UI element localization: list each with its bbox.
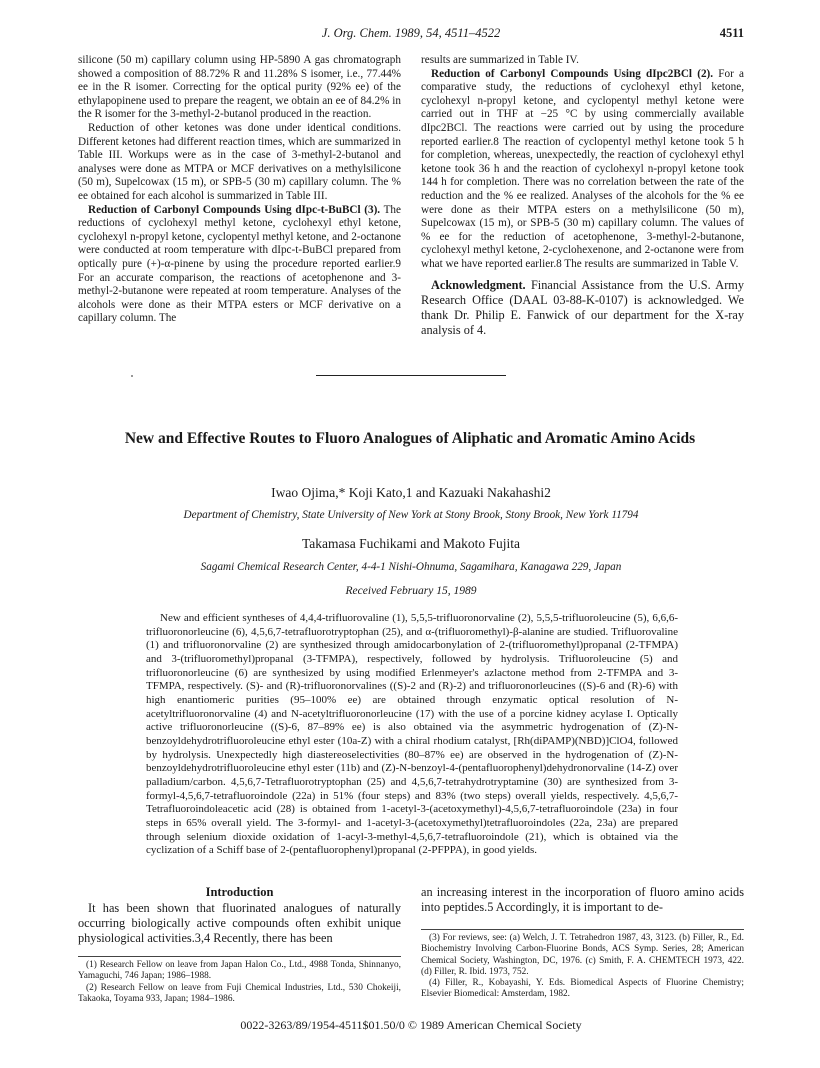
received-date: Received February 15, 1989 (345, 585, 477, 597)
paragraph: silicone (50 m) capillary column using HP-5890 A gas chromatograph showed a composition of 88.72% R and 11.28% S isomer, i.e., 77.44% ee in the R isomer. Correcting for the optical purity (92% ee) of the ethylapopinene used to prepare the reagent, we obtain an ee of 84.2% in the R isomer for the 3-methyl-2-butanol produced in the reaction. (78, 54, 401, 121)
paragraph: It has been shown that fluorinated analogues of naturally occurring biologically active compounds often exhibit unique physiological activities.3,4 Recently, there has been (78, 901, 401, 945)
paragraph-body: The reductions of cyclohexyl methyl ketone, cyclohexyl ethyl ketone, cyclohexyl n-propyl ketone, cyclopentyl methyl ketone, and 2-octanone were conducted at room temperature with dIpc-t-BuBCl prepared from optically pure (+)-α-pinene by using the procedure reported earlier.9 For an accurate comparison, the reactions of acetophenone and 3-methyl-2-butanone were repeated at room temperature. Analyses of the alcohols were done as their MTPA esters or MCF derivative on a capillary column. The (78, 203, 401, 325)
introduction-right-text (421, 885, 744, 915)
article-separator-rule (316, 375, 506, 376)
section-run-in-heading: Reduction of Carbonyl Compounds Using dIpc-t-BuBCl (3). (88, 203, 381, 216)
footnote: (4) Filler, R., Kobayashi, Y. Eds. Biomedical Aspects of Fluorine Chemistry; Elsevier Biomedical: Amsterdam, 1982. (421, 978, 744, 1000)
abstract (146, 612, 678, 858)
footnotes-right (421, 929, 744, 1001)
acknowledgment (421, 278, 744, 338)
footnotes-left (78, 956, 401, 1005)
footnote: (3) For reviews, see: (a) Welch, J. T. Tetrahedron 1987, 43, 3123. (b) Filler, R., Ed. Biochemistry Involving Carbon-Fluorine Bonds, ACS Symp. Series, 28; American Chemical Society, Washington, DC, 1976. (c) Smith, F. A. CHEMTECH 1973, 422. (d) Filler, R. Ibid. 1973, 752. (421, 933, 744, 977)
paragraph: results are summarized in Table IV. (421, 54, 579, 66)
copyright-footer: 0022-3263/89/1954-4511$01.50/0 © 1989 American Chemical Society (240, 1018, 582, 1032)
introduction-left-text (78, 901, 401, 946)
footnote: (2) Research Fellow on leave from Fuji Chemical Industries, Ltd., 530 Chokeiji, Takaoka, Toyama 933, Japan; 1984–1986. (78, 982, 401, 1004)
author-line-1: Iwao Ojima,* Koji Kato,1 and Kazuaki Nakahashi2 (271, 485, 551, 500)
journal-citation: J. Org. Chem. 1989, 54, 4511–4522 (321, 26, 501, 40)
article-title: New and Effective Routes to Fluoro Analogues of Aliphatic and Aromatic Amino Acids (124, 430, 696, 447)
previous-article-left-column (78, 54, 401, 326)
speck (131, 375, 133, 377)
acknowledgment-body: Financial Assistance from the U.S. Army Research Office (DAAL 03-88-K-0107) is acknowledged. We thank Dr. Philip E. Fanwick of our department for the X-ray analysis of 4. (421, 277, 744, 337)
affiliation-1: Department of Chemistry, State University of New York at Stony Brook, Stony Brook, New York 11794 (183, 509, 639, 521)
paragraph (421, 68, 744, 272)
acknowledgment-heading: Acknowledgment. (431, 277, 526, 292)
running-header (78, 26, 744, 42)
previous-article-right-column (421, 54, 744, 338)
abstract-text: New and efficient syntheses of 4,4,4-trifluorovaline (1), 5,5,5-trifluoronorvaline (2), 5,5,5-trifluoroleucine (5), 6,6,6-trifluoronorleucine (6), 4,5,6,7-tetrafluorotryptophan (25), and α-(trifluoromethyl)-β-alanine are studied. Trifluorovaline (1) and trifluoronorvaline (2) are synthesized through amidocarbonylation of 2-(trifluoromethyl)propanal (2-TFMPA) and 3-(trifluoromethyl)propanal (3-TFMPA), respectively, followed by hydrolysis. Trifluoroleucine (5) and trifluoronorleucine (6) are synthesized by using modified Erlenmeyer's azlactone method from 2-TFMPA and 3-TFMPA, respectively. (S)- and (R)-trifluoronorvalines ((S)-2 and (R)-2) and trifluoronorleucines ((S)-6 and (R)-6) with high enantiomeric purities (95–100% ee) are obtained through enzymatic optical resolution of N-acetyltrifluoronorvaline (4) and N-acetyltrifluoronorleucine (17) with the use of a porcine kidney acylase I. Optically active trifluoronorleucine ((S)-6, 87–89% ee) is also obtained via the asymmetric hydrogenation of (Z)-N-benzoyldehydrotrifluoroleucine ethyl ester (10a-Z) with a chiral rhodium catalyst, [Rh(diPAMP)(NBD)]ClO4, followed by hydrolysis. Unexpectedly high diastereoselectivities (80–87% ee) are observed in the hydrogenation of (Z)-N-benzoyldehydrotrifluoroleucine ethyl ester (11b) and (Z)-N-benzoyl-4-(pentafluorophenyl)dehydronorvaline (14-Z) over palladium/carbon. 4,5,6,7-Tetrafluorotryptophan (25) and 4,5,6,7-tetrahydrotryptamine (30) are synthesized from 3-formyl-4,5,6,7-tetrafluoroindole (22a) in 51% (four steps) and 83% (two steps) overall yields, respectively. 4,5,6,7-Tetrafluoroindoleacetic acid (28) is obtained from 1-acetyl-3-(acetoxymethyl)-4,5,6,7-tetrafluoroindole (23a) in four steps in 65% overall yield. The 3-formyl- and 1-acetyl-3-(acetoxymethyl)tetrafluoroindoles (22a, 23a) are prepared through selenium dioxide oxidation of 1-acyl-3-methyl-4,5,6,7-tetrafluoroindole (21), which is obtained via the cyclization of a Schiff base of 2-(pentafluorophenyl)propanal (2-PFPPA), in good yields. (146, 612, 678, 857)
page-number: 4511 (719, 26, 744, 40)
section-run-in-heading: Reduction of Carbonyl Compounds Using dIpc2BCl (2). (431, 67, 714, 80)
footnote: (1) Research Fellow on leave from Japan Halon Co., Ltd., 4988 Tonda, Shinnanyo, Yamaguchi, 746 Japan; 1986–1988. (78, 960, 401, 982)
paragraph (78, 204, 401, 326)
paragraph: Reduction of other ketones was done under identical conditions. Different ketones had different reaction times, which are summarized in Table III. Workups were as in the case of 3-methyl-2-butanol and analyses were done as MTPA or MCF derivatives on a methylsilicone (50 m), Supelcowax (15 m), or SPB-5 (30 m) capillary column. The % ee obtained for each alcohol is summarized in Table III. (78, 121, 401, 202)
paragraph-body: For a comparative study, the reductions of cyclohexyl ethyl ketone, cyclohexyl n-propyl ketone, and cyclopentyl methyl ketone were carried out in THF at −25 °C by using commercially available dIpc2BCl. The reactions were carried out by using the procedure reported earlier.8 The reaction of cyclopentyl methyl ketone took 5 h for completion, whereas, unexpectedly, the reaction of cyclohexyl ethyl ketone took 36 h and the reaction of cyclohexyl n-propyl ketone took 144 h for completion. There was no correlation between the rate of the reduction and the % ee realized. Analyses of the alcohols for the % ee were done as their MTPA esters on a methylsilicone (50 m), Supelcowax (15 m), or SPB-5 (30 m) capillary column. The values of % ee for the reduction of acetophenone, 3-methyl-2-butanone, cyclohexyl methyl ketone, 2-cyclohexenone, and 2-octanone were from what we have reported earlier.8 The results are summarized in Table V. (421, 67, 745, 270)
paragraph: an increasing interest in the incorporation of fluoro amino acids into peptides.5 Accordingly, it is important to de- (421, 885, 744, 914)
author-line-2: Takamasa Fuchikami and Makoto Fujita (301, 536, 520, 551)
affiliation-2: Sagami Chemical Research Center, 4-4-1 Nishi-Ohnuma, Sagamihara, Kanagawa 229, Japan (200, 561, 622, 573)
introduction-heading: Introduction (205, 885, 274, 899)
